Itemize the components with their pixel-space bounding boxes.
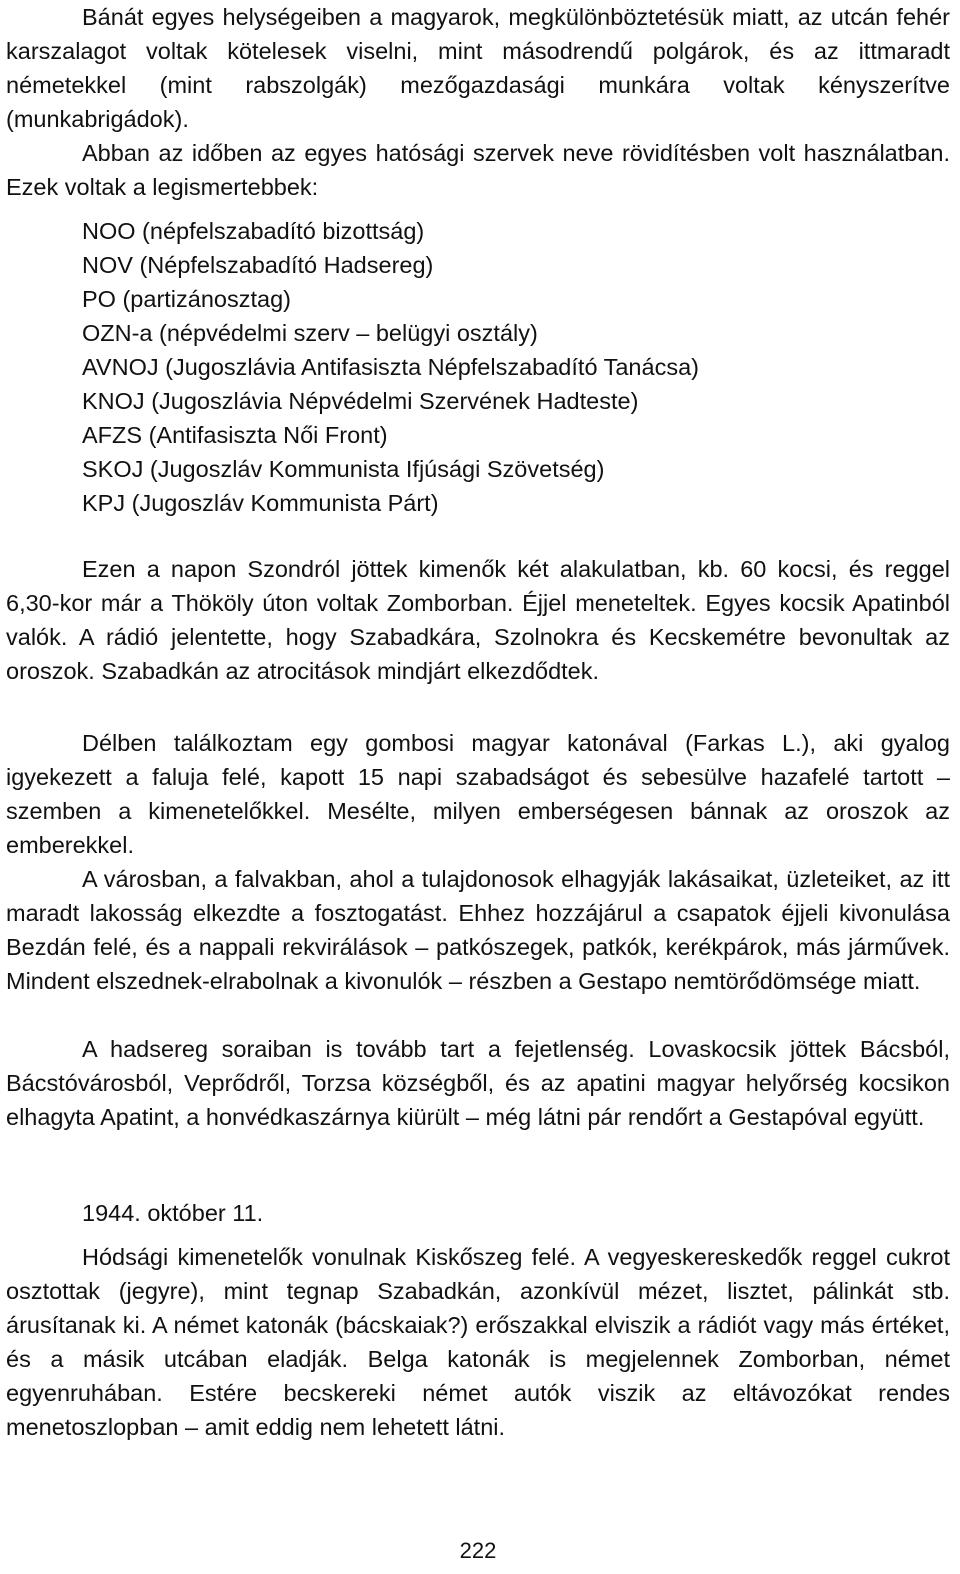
paragraph-4-text: Délben találkoztam egy gombosi magyar katonával (Farkas L.), aki gyalog igyekezett a faluja felé, kapott 15 napi szabadságot és sebesülve hazafelé tartott – szemben a kimenetelőkkel. Mesélte, milyen emberségesen bánnak az oroszok az emberekkel. [6, 730, 950, 858]
paragraph-1 [6, 0, 950, 136]
abbreviation-item: NOO (népfelszabadító bizottság) [82, 218, 425, 244]
abbreviation-item: NOV (Népfelszabadító Hadsereg) [82, 252, 434, 278]
page-number: 222 [459, 1538, 497, 1563]
abbreviation-item: SKOJ (Jugoszláv Kommunista Ifjúsági Szövetség) [82, 456, 605, 482]
abbreviation-list [82, 214, 950, 520]
paragraph-5 [6, 862, 950, 998]
paragraph-5-text: A városban, a falvakban, ahol a tulajdonosok elhagyják lakásaikat, üzleteiket, az itt maradt lakosság elkezdte a fosztogatást. Ehhez hozzájárul a csapatok éjjeli kivonulása Bezdán felé, és a nappali rekvirálások – patkószegek, patkók, kerékpárok, más járművek. Mindent elszednek-elrabolnak a kivonulók – részben a Gestapo nemtörődömsége miatt. [6, 866, 950, 994]
paragraph-7-text: Hódsági kimenetelők vonulnak Kiskőszeg felé. A vegyeskereskedők reggel cukrot osztottak (jegyre), mint tegnap Szabadkán, azonkívül mézet, lisztet, pálinkát stb. árusítanak ki. A német katonák (bácskaiak?) erőszakkal elviszik a rádiót vagy más értéket, és a másik utcában eladják. Belga katonák is megjelennek Zomborban, német egyenruhában. Estére becskereki német autók viszik az eltávozókat rendes menetoszlopban – amit eddig nem lehetett látni. [6, 1244, 950, 1440]
abbreviation-item: OZN-a (népvédelmi szerv – belügyi osztály) [82, 320, 538, 346]
abbreviation-item: KNOJ (Jugoszlávia Népvédelmi Szervének Hadteste) [82, 388, 639, 414]
paragraph-4 [6, 726, 950, 862]
paragraph-3 [6, 552, 950, 688]
paragraph-3-text: Ezen a napon Szondról jöttek kimenők két alakulatban, kb. 60 kocsi, és reggel 6,30-kor már a Thököly úton voltak Zomborban. Éjjel meneteltek. Egyes kocsik Apatinból valók. A rádió jelentette, hogy Szabadkára, Szolnokra és Kecskemétre bevonultak az oroszok. Szabadkán az atrocitások mindjárt elkezdődtek. [6, 556, 950, 684]
paragraph-6-text: A hadsereg soraiban is tovább tart a fejetlenség. Lovaskocsik jöttek Bácsból, Bácstóvárosból, Veprődről, Torzsa községből, és az apatini magyar helyőrség kocsikon elhagyta Apatint, a honvédkaszárnya kiürült – még látni pár rendőrt a Gestapóval együtt. [6, 1036, 950, 1130]
paragraph-7 [6, 1240, 950, 1444]
abbreviation-item: AFZS (Antifasiszta Női Front) [82, 422, 388, 448]
paragraph-6 [6, 1032, 950, 1134]
abbreviation-item: AVNOJ (Jugoszlávia Antifasiszta Népfelszabadító Tanácsa) [82, 354, 699, 380]
paragraph-2-text: Abban az időben az egyes hatósági szervek neve rövidítésben volt használatban. Ezek voltak a legismertebbek: [6, 140, 950, 200]
paragraph-1-text: Bánát egyes helységeiben a magyarok, megkülönböztetésük miatt, az utcán fehér karszalagot voltak kötelesek viselni, mint másodrendű polgárok, és az ittmaradt németekkel (mint rabszolgák) mezőgazdasági munkára voltak kényszerítve (munkabrigádok). [6, 4, 950, 132]
abbreviation-item: PO (partizánosztag) [82, 286, 291, 312]
paragraph-2 [6, 136, 950, 204]
date-heading: 1944. október 11. [82, 1200, 264, 1226]
abbreviation-item: KPJ (Jugoszláv Kommunista Párt) [82, 490, 439, 516]
document-page [6, 0, 950, 1574]
